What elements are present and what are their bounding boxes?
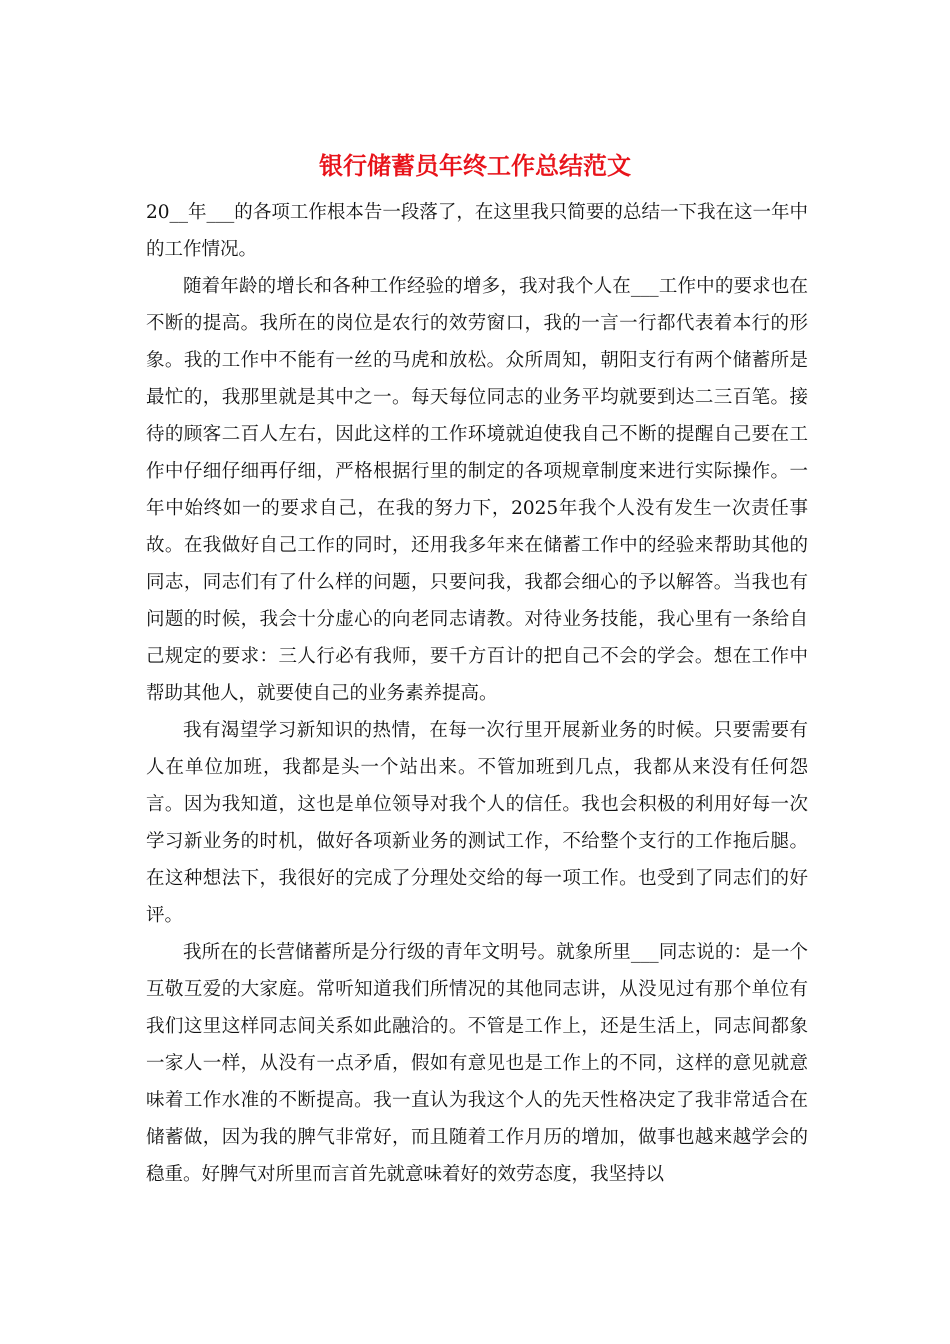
document-body <box>146 194 808 1193</box>
paragraph-2: 随着年龄的增长和各种工作经验的增多，我对我个人在___工作中的要求也在不断的提高。我所在的岗位是农行的效劳窗口，我的一言一行都代表着本行的形象。我的工作中不能有一丝的马虎和放松。众所周知，朝阳支行有两个储蓄所是最忙的，我那里就是其中之一。每天每位同志的业务平均就要到达二三百笔。接待的顾客二百人左右，因此这样的工作环境就迫使我自己不断的提醒自己要在工作中仔细仔细再仔细，严格根据行里的制定的各项规章制度来进行实际操作。一年中始终如一的要求自己，在我的努力下，2025年我个人没有发生一次责任事故。在我做好自己工作的同时，还用我多年来在储蓄工作中的经验来帮助其他的同志，同志们有了什么样的问题，只要问我，我都会细心的予以解答。当我也有问题的时候，我会十分虚心的向老同志请教。对待业务技能，我心里有一条给自己规定的要求：三人行必有我师，要千方百计的把自己不会的学会。想在工作中帮助其他人，就要使自己的业务素养提高。 <box>146 276 808 704</box>
paragraph-4: 我所在的长营储蓄所是分行级的青年文明号。就象所里___同志说的：是一个互敬互爱的大家庭。常听知道我们所情况的其他同志讲，从没见过有那个单位有我们这里这样同志间关系如此融洽的。不管是工作上，还是生活上，同志间都象一家人一样，从没有一点矛盾，假如有意见也是工作上的不同，这样的意见就意味着工作水准的不断提高。我一直认为我这个人的先天性格决定了我非常适合在储蓄做，因为我的脾气非常好，而且随着工作月历的增加，做事也越来越学会的稳重。好脾气对所里而言首先就意味着好的效劳态度，我坚持以 <box>146 942 808 1185</box>
paragraph-1: 20__年___的各项工作根本告一段落了，在这里我只简要的总结一下我在这一年中的工作情况。 <box>146 202 808 260</box>
paragraph-3: 我有渴望学习新知识的热情，在每一次行里开展新业务的时候。只要需要有人在单位加班，我都是头一个站出来。不管加班到几点，我都从来没有任何怨言。因为我知道，这也是单位领导对我个人的信任。我也会积极的利用好每一次学习新业务的时机，做好各项新业务的测试工作，不给整个支行的工作拖后腿。在这种想法下，我很好的完成了分理处交给的每一项工作。也受到了同志们的好评。 <box>146 720 808 926</box>
document-title: 银行储蓄员年终工作总结范文 <box>319 151 631 180</box>
